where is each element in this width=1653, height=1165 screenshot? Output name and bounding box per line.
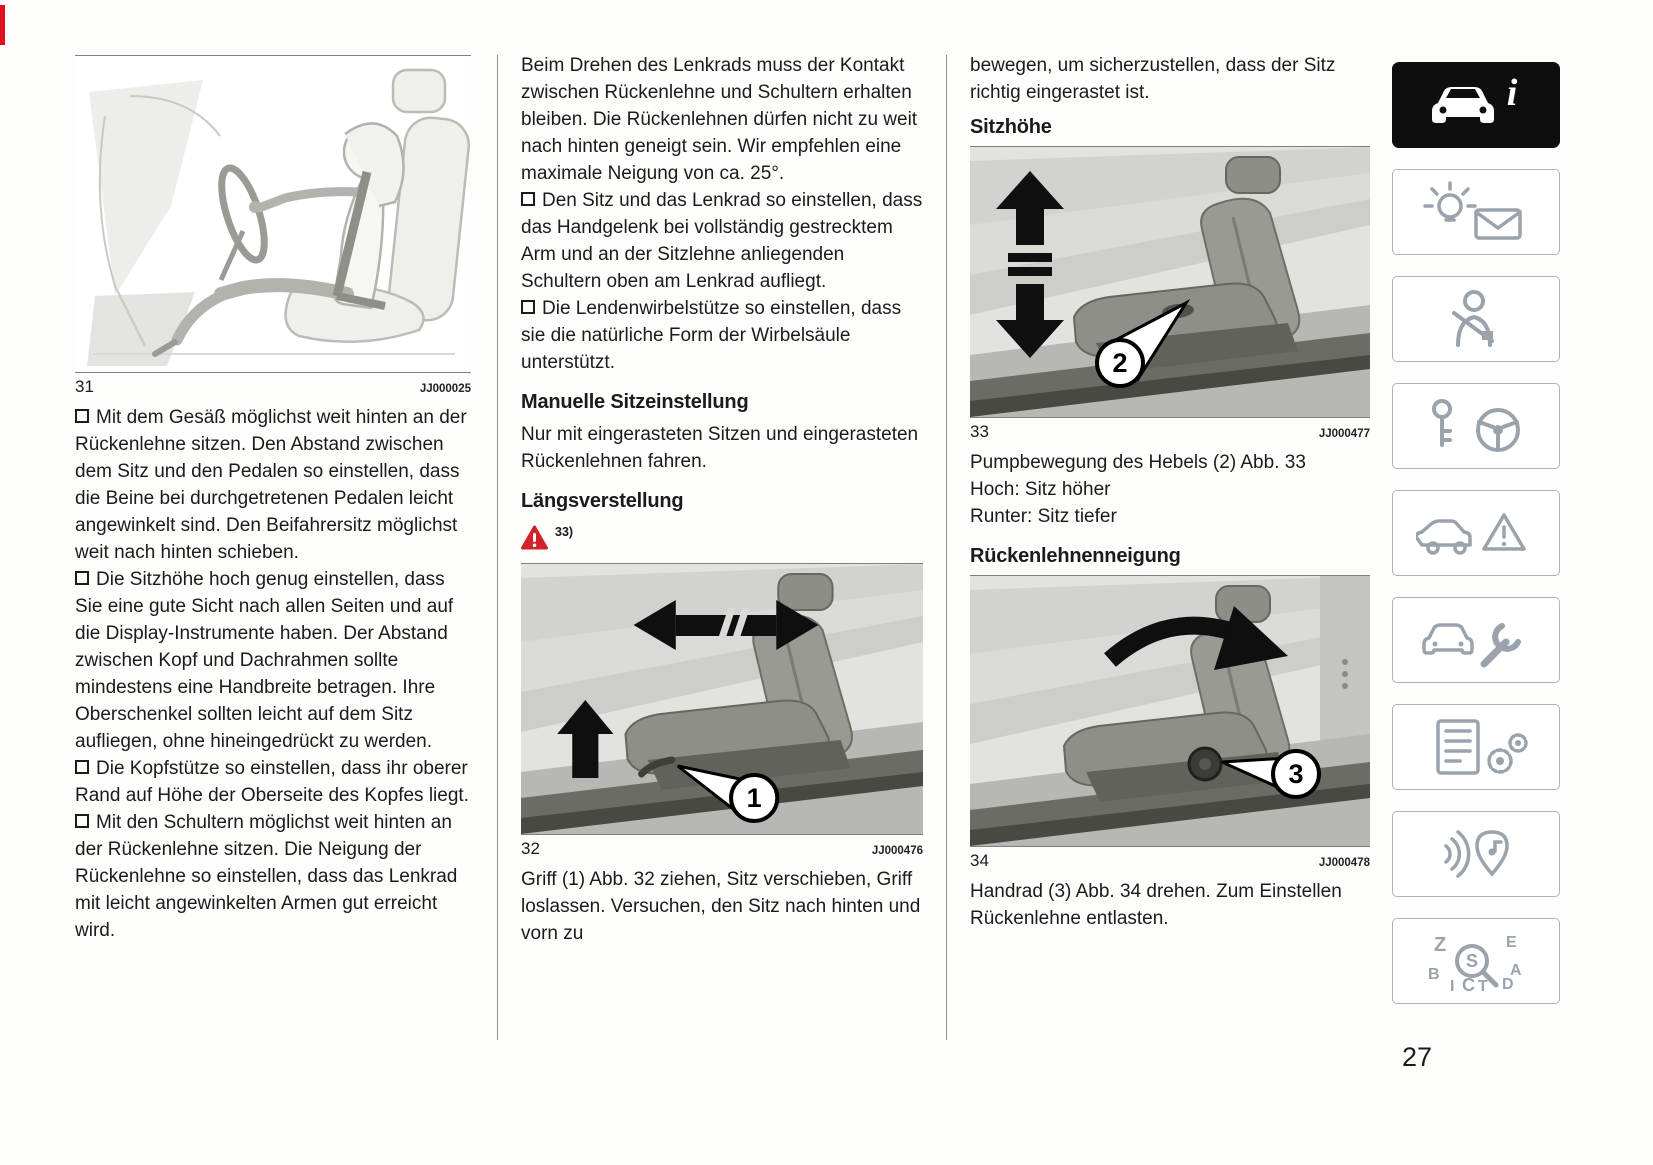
svg-text:I: I: [1450, 978, 1455, 993]
body-paragraph: Den Sitz und das Lenkrad so einstellen, dass das Handgelenk bei vollständig gestrecktem Arm und an der Sitzlehne anliegenden Schultern oben am Lenkrad aufliegt.: [521, 190, 923, 292]
body-paragraph: Nur mit eingerasteten Sitzen und eingerasteten Rückenlehnen fahren.: [521, 424, 919, 472]
sidebar-item-getting-to-know-vehicle[interactable]: [1392, 62, 1560, 148]
figure-code: JJ000476: [871, 845, 923, 857]
sidebar-item-technical-data[interactable]: [1392, 704, 1560, 790]
svg-text:C: C: [1462, 975, 1475, 993]
body-paragraph: bewegen, um sicherzustellen, dass der Sitz richtig eingerastet ist.: [970, 55, 1336, 103]
svg-text:D: D: [1502, 976, 1514, 993]
svg-text:i: i: [1506, 73, 1518, 114]
svg-text:T: T: [1478, 978, 1488, 993]
body-paragraph: Die Sitzhöhe hoch genug einstellen, dass Sie eine gute Sicht nach allen Seiten und auf die Display-Instrumente haben. Der Abstand zwischen Kopf und Dachrahmen sollte mindestens eine Handbreite betragen. Ihre Oberschenkel sollten leicht auf dem Sitz aufliegen, ohne hineingedrückt zu werden.: [75, 569, 454, 752]
seat-longitudinal-adjustment-illustration: [521, 564, 923, 834]
seatbelt-person-icon: [1416, 287, 1536, 351]
figure-32: [521, 563, 923, 859]
sidebar-item-index[interactable]: [1392, 918, 1560, 1004]
body-paragraph: Griff (1) Abb. 32 ziehen, Sitz verschieben, Griff loslassen. Versuchen, den Sitz nach hinten und vorn zu: [521, 869, 921, 944]
warning-light-message-icon: [1416, 180, 1536, 244]
body-paragraph: Hoch: Sitz höher: [970, 479, 1111, 500]
driver-posture-illustration: [75, 56, 471, 372]
alphabetical-index-icon: [1416, 929, 1536, 993]
figure-34: [970, 575, 1370, 871]
red-crop-mark: [0, 5, 5, 45]
warning-note-ref: 33): [555, 525, 574, 539]
sidebar-item-in-an-emergency[interactable]: [1392, 490, 1560, 576]
car-info-icon: [1416, 73, 1536, 137]
body-paragraph: Die Lendenwirbelstütze so einstellen, dass sie die natürliche Form der Wirbelsäule unterstützt.: [521, 298, 902, 373]
svg-text:Z: Z: [1434, 934, 1447, 956]
column-divider-right: [946, 55, 947, 1040]
figure-number: 34: [970, 851, 989, 870]
body-paragraph: Handrad (3) Abb. 34 drehen. Zum Einstellen Rückenlehne entlasten.: [970, 881, 1342, 929]
figure-code: JJ000025: [419, 383, 471, 395]
svg-text:S: S: [1465, 951, 1479, 971]
sidebar-item-starting-and-driving[interactable]: [1392, 383, 1560, 469]
callout-2: 2: [1112, 348, 1128, 378]
chapter-tab-sidebar: [1392, 62, 1560, 1004]
figure-number: 32: [521, 839, 540, 858]
callout-3: 3: [1288, 759, 1304, 789]
sidebar-item-multimedia[interactable]: [1392, 811, 1560, 897]
svg-text:A: A: [1510, 962, 1522, 979]
svg-text:E: E: [1506, 934, 1517, 951]
column-divider-left: [497, 55, 498, 1040]
warning-note: [521, 525, 923, 551]
body-paragraph: Die Kopfstütze so einstellen, dass ihr oberer Rand auf Höhe der Oberseite des Kopfes liegt.: [75, 758, 469, 806]
section-heading-seat-height: Sitzhöhe: [970, 116, 1052, 138]
document-gears-icon: [1416, 715, 1536, 779]
figure-code: JJ000478: [1318, 857, 1370, 869]
callout-1: 1: [746, 783, 762, 813]
body-paragraph: Runter: Sitz tiefer: [970, 506, 1117, 527]
figure-code: JJ000477: [1318, 428, 1370, 440]
backrest-tilt-adjustment-illustration: [970, 576, 1370, 846]
figure-31: [75, 55, 471, 397]
square-bullet-icon: [75, 760, 89, 774]
figure-number: 33: [970, 422, 989, 441]
section-heading-manual-seat-adjustment: Manuelle Sitzeinstellung: [521, 391, 749, 413]
sidebar-item-instrument-panel[interactable]: [1392, 169, 1560, 255]
column-right: [970, 52, 1370, 932]
key-steering-wheel-icon: [1416, 394, 1536, 458]
sidebar-item-safety[interactable]: [1392, 276, 1560, 362]
page-number: 27: [1402, 1042, 1433, 1072]
body-paragraph: Pumpbewegung des Hebels (2) Abb. 33: [970, 452, 1306, 473]
car-warning-triangle-icon: [1416, 501, 1536, 565]
seat-height-adjustment-illustration: [970, 147, 1370, 417]
sidebar-item-servicing-and-care[interactable]: [1392, 597, 1560, 683]
multimedia-navigation-icon: [1416, 822, 1536, 886]
section-heading-longitudinal-adjustment: Längsverstellung: [521, 490, 684, 512]
body-paragraph: Mit den Schultern möglichst weit hinten an der Rückenlehne sitzen. Die Neigung der Rückenlehne so einstellen, dass das Lenkrad mit leicht angewinkelten Armen gut erreicht wird.: [75, 812, 458, 941]
square-bullet-icon: [521, 192, 535, 206]
square-bullet-icon: [75, 814, 89, 828]
square-bullet-icon: [75, 571, 89, 585]
column-left: [75, 55, 471, 944]
warning-triangle-icon: [521, 525, 548, 551]
figure-33: [970, 146, 1370, 442]
body-paragraph: Beim Drehen des Lenkrads muss der Kontakt zwischen Rückenlehne und Schultern erhalten bleiben. Die Rückenlehnen dürfen nicht zu weit nach hinten geneigt sein. Wir empfehlen eine maximale Neigung von ca. 25°.: [521, 55, 918, 184]
figure-number: 31: [75, 377, 94, 396]
section-heading-backrest-tilt: Rückenlehnenneigung: [970, 545, 1181, 567]
svg-text:B: B: [1428, 966, 1440, 983]
column-middle: [521, 52, 923, 947]
square-bullet-icon: [75, 409, 89, 423]
body-paragraph: Mit dem Gesäß möglichst weit hinten an der Rückenlehne sitzen. Den Abstand zwischen dem Sitz und den Pedalen so einstellen, dass die Beine bei durchgetretenen Pedalen leicht angewinkelt sind. Den Beifahrersitz möglichst weit nach hinten schieben.: [75, 407, 467, 563]
car-wrench-icon: [1416, 608, 1536, 672]
square-bullet-icon: [521, 300, 535, 314]
